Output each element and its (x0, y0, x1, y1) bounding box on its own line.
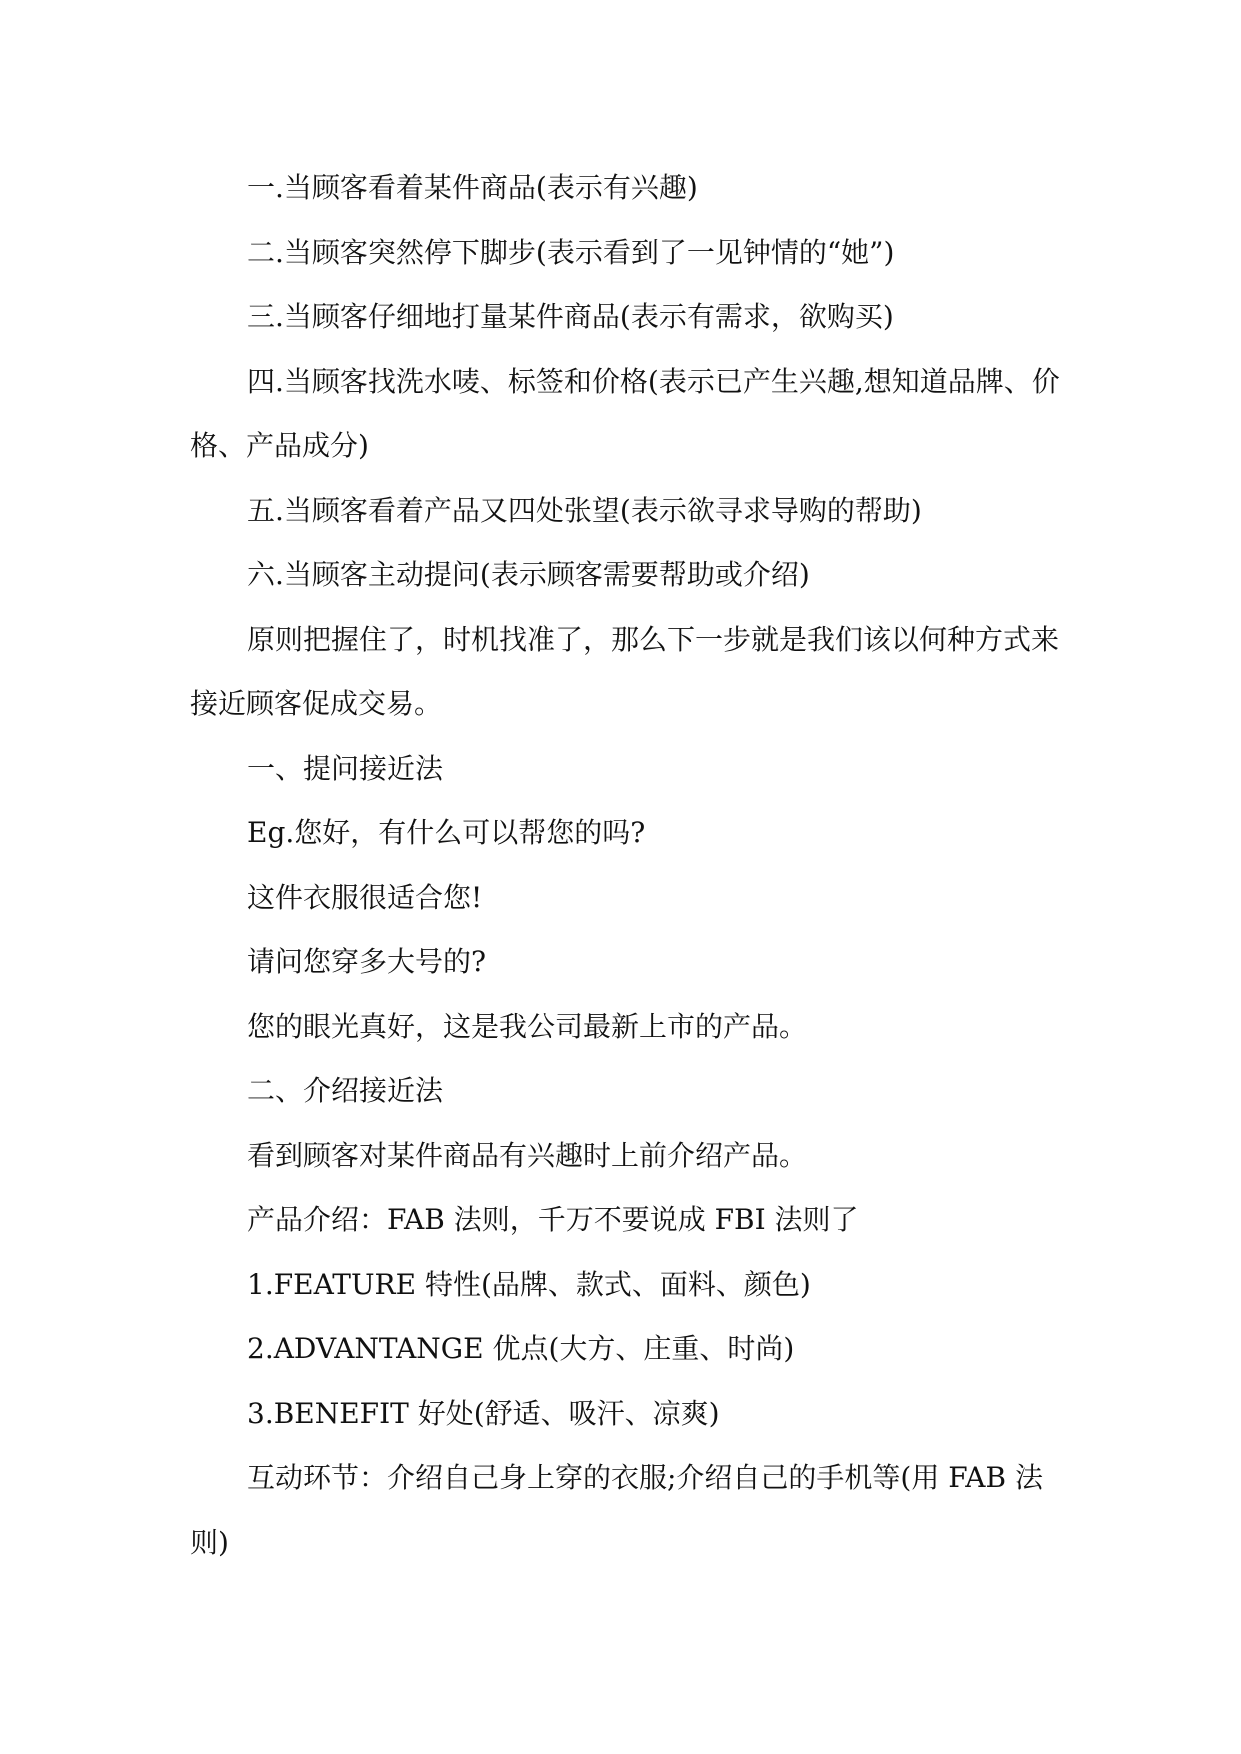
list-item: 1.FEATURE 特性(品牌、款式、面料、颜色) (247, 1267, 811, 1301)
list-item: 3.BENEFIT 好处(舒适、吸汗、凉爽) (247, 1396, 720, 1430)
paragraph: 看到顾客对某件商品有兴趣时上前介绍产品。 (247, 1138, 808, 1172)
paragraph: 这件衣服很适合您! (247, 880, 483, 914)
paragraph: 您的眼光真好，这是我公司最新上市的产品。 (247, 1009, 808, 1043)
paragraph: Eg.您好，有什么可以帮您的吗? (247, 816, 646, 849)
paragraph: 六.当顾客主动提问(表示顾客需要帮助或介绍) (247, 558, 810, 591)
section-heading: 一、提问接近法 (247, 751, 444, 785)
paragraph: 三.当顾客仔细地打量某件商品(表示有需求，欲购买) (247, 300, 894, 333)
paragraph: 四.当顾客找洗水唛、标签和价格(表示已产生兴趣,想知道品牌、价格、产品成分) (190, 364, 1060, 462)
document-body (190, 156, 1060, 1575)
paragraph: 请问您穿多大号的? (247, 945, 487, 978)
section-heading: 二、介绍接近法 (247, 1074, 444, 1107)
paragraph: 五.当顾客看着产品又四处张望(表示欲寻求导购的帮助) (247, 493, 922, 527)
paragraph: 原则把握住了，时机找准了，那么下一步就是我们该以何种方式来接近顾客促成交易。 (190, 622, 1060, 720)
list-item: 2.ADVANTANGE 优点(大方、庄重、时尚) (247, 1332, 795, 1365)
paragraph: 二.当顾客突然停下脚步(表示看到了一见钟情的“她”) (247, 235, 895, 269)
paragraph: 一.当顾客看着某件商品(表示有兴趣) (247, 171, 698, 204)
paragraph: 产品介绍：FAB 法则，千万不要说成 FBI 法则了 (247, 1203, 859, 1236)
paragraph: 互动环节：介绍自己身上穿的衣服;介绍自己的手机等(用 FAB 法则) (190, 1461, 1043, 1559)
